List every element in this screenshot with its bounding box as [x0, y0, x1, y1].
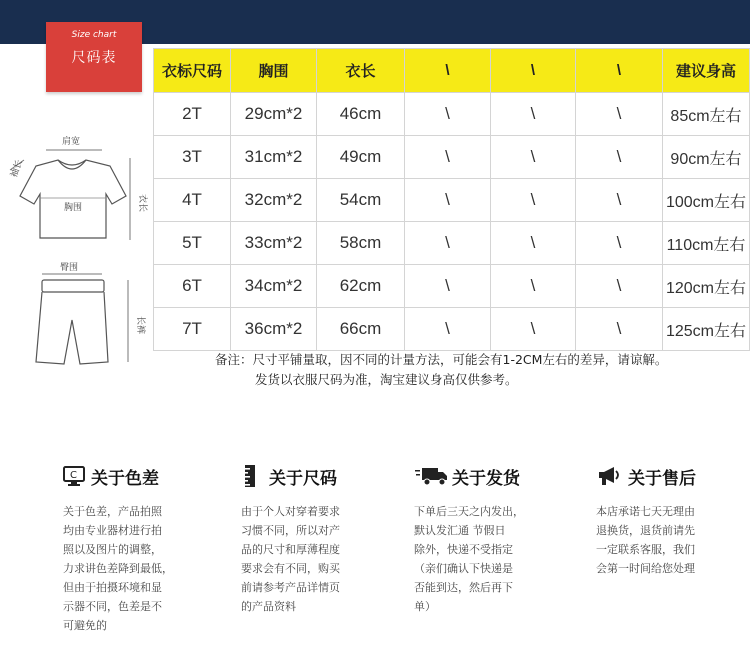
cell-height: 100cm左右 — [663, 179, 750, 222]
info-body: 下单后三天之内发出， 默认发汇通 节假日 除外，快递不受指定 （亲们确认下快递是 否能到达，然后再下 单） — [414, 505, 524, 613]
cell-length: 46cm — [317, 93, 405, 136]
table-header-row — [154, 49, 750, 93]
cell-chest: 32cm*2 — [231, 179, 317, 222]
cell-empty: \ — [405, 265, 491, 308]
info-title: 关于售后 — [628, 468, 696, 489]
cell-empty: \ — [491, 222, 576, 265]
info-title: 关于色差 — [91, 468, 159, 489]
cell-size: 7T — [154, 308, 231, 351]
pants-length-label: 长裤 — [135, 316, 145, 335]
table-row — [154, 222, 750, 265]
cell-chest: 29cm*2 — [231, 93, 317, 136]
shirt-outline — [20, 160, 126, 238]
cell-length: 66cm — [317, 308, 405, 351]
header-length: 衣长 — [317, 49, 405, 93]
info-title: 关于尺码 — [269, 468, 337, 489]
cell-chest: 36cm*2 — [231, 308, 317, 351]
cell-length: 58cm — [317, 222, 405, 265]
garment-measurement-diagram — [6, 130, 156, 390]
cell-height: 120cm左右 — [663, 265, 750, 308]
info-body: 本店承诺七天无理由 退换货，退货前请先 一定联系客服，我们 会第一时间给您处理 — [596, 505, 695, 575]
cell-chest: 33cm*2 — [231, 222, 317, 265]
cell-size: 2T — [154, 93, 231, 136]
info-after-sales — [596, 462, 750, 578]
sleeve-label: 袖长 — [9, 158, 25, 180]
cell-empty: \ — [405, 179, 491, 222]
table-row — [154, 179, 750, 222]
cell-chest: 34cm*2 — [231, 265, 317, 308]
table-row — [154, 93, 750, 136]
cell-empty: \ — [491, 93, 576, 136]
megaphone-icon — [596, 465, 622, 487]
length-label: 衣长 — [137, 194, 147, 213]
info-body: 关于色差，产品拍照 均由专业器材进行拍 照以及图片的调整， 力求讲色差降到最低， 但由于拍摄环境和显 示器不同，色差是不 可避免的 — [63, 505, 173, 632]
hip-label: 臀围 — [60, 263, 79, 273]
cell-empty: \ — [491, 179, 576, 222]
header-empty-3: \ — [576, 49, 663, 93]
chest-label: 胸围 — [64, 203, 83, 213]
cell-empty: \ — [576, 93, 663, 136]
cell-empty: \ — [491, 308, 576, 351]
cell-height: 90cm左右 — [663, 136, 750, 179]
cell-empty: \ — [405, 222, 491, 265]
header-height: 建议身高 — [663, 49, 750, 93]
table-row — [154, 265, 750, 308]
shoulder-label: 肩宽 — [62, 137, 81, 147]
svg-text:C: C — [70, 470, 77, 481]
cell-length: 49cm — [317, 136, 405, 179]
cell-height: 125cm左右 — [663, 308, 750, 351]
cell-empty: \ — [576, 136, 663, 179]
header-chest: 胸围 — [231, 49, 317, 93]
cell-chest: 31cm*2 — [231, 136, 317, 179]
table-row — [154, 136, 750, 179]
cell-length: 62cm — [317, 265, 405, 308]
monitor-color-icon — [63, 465, 85, 487]
note-line-2: 发货以衣服尺码为准，淘宝建议身高仅供参考。 — [255, 372, 518, 387]
pants-outline — [36, 280, 108, 364]
info-shipping — [414, 462, 574, 616]
cell-empty: \ — [576, 222, 663, 265]
cell-length: 54cm — [317, 179, 405, 222]
cell-empty: \ — [491, 265, 576, 308]
header-empty-2: \ — [491, 49, 576, 93]
tag-chinese-label: 尺码表 — [71, 50, 117, 66]
cell-height: 85cm左右 — [663, 93, 750, 136]
cell-empty: \ — [405, 93, 491, 136]
cell-empty: \ — [405, 308, 491, 351]
info-body: 由于个人对穿着要求 习惯不同，所以对产 品的尺寸和厚薄程度 要求会有不同，购买 前请参考产品详情页 的产品资料 — [241, 505, 340, 613]
cell-empty: \ — [576, 179, 663, 222]
size-chart-tag — [46, 22, 142, 92]
info-size — [241, 462, 401, 616]
info-color-difference — [63, 462, 223, 635]
cell-height: 110cm左右 — [663, 222, 750, 265]
table-row — [154, 308, 750, 351]
header-size: 衣标尺码 — [154, 49, 231, 93]
cell-empty: \ — [576, 308, 663, 351]
cell-size: 4T — [154, 179, 231, 222]
cell-empty: \ — [405, 136, 491, 179]
cell-size: 6T — [154, 265, 231, 308]
cell-empty: \ — [491, 136, 576, 179]
info-title: 关于发货 — [452, 468, 520, 489]
header-empty-1: \ — [405, 49, 491, 93]
cell-size: 3T — [154, 136, 231, 179]
size-table — [153, 48, 750, 351]
cell-size: 5T — [154, 222, 231, 265]
note-line-1: 备注：尺寸平铺量取，因不同的计量方法，可能会有1-2CM左右的差异，请谅解。 — [215, 352, 668, 367]
tag-english-label: Size chart — [71, 30, 117, 40]
delivery-truck-icon — [414, 465, 448, 487]
cell-empty: \ — [576, 265, 663, 308]
ruler-icon — [241, 464, 263, 488]
